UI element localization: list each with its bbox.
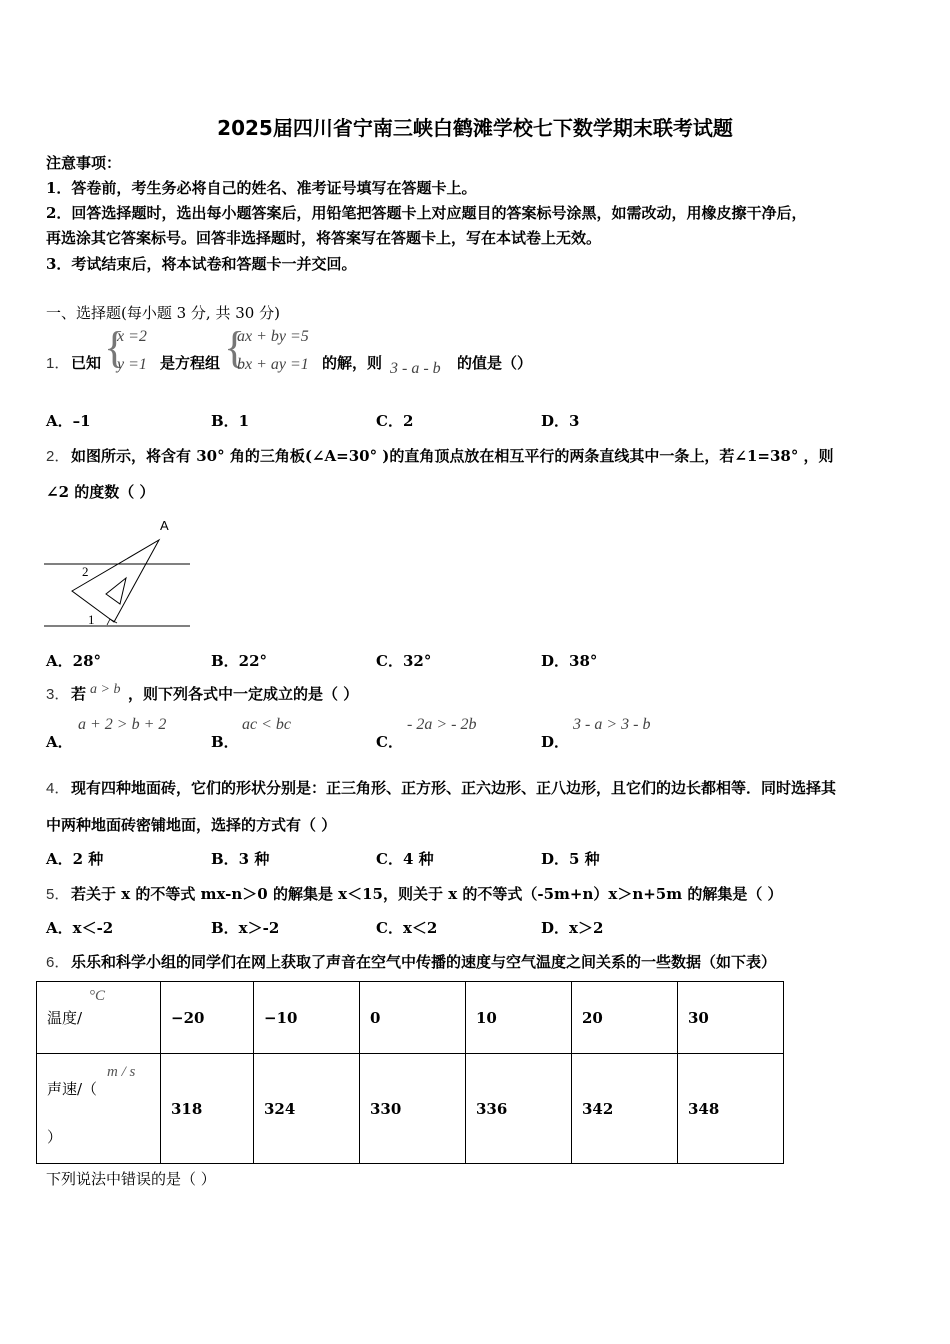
figure-label-1: 1 xyxy=(88,612,95,627)
section-heading: 一、选择题(每小题 3 分, 共 30 分) xyxy=(46,304,280,322)
q1-pre: 已知 xyxy=(71,354,102,372)
q1-mid: 是方程组 xyxy=(160,354,221,372)
q6-after: 下列说法中错误的是（ ） xyxy=(46,1170,216,1188)
table-header-sound-speed xyxy=(37,1054,161,1164)
q2-figure xyxy=(44,515,194,630)
q1-option-c: C．2 xyxy=(376,412,414,430)
q2-option-b: B．22° xyxy=(211,652,268,670)
q2-option-c: C．32° xyxy=(376,652,432,670)
q4-option-c: C．4 种 xyxy=(376,850,434,868)
figure-label-a: A xyxy=(160,518,169,533)
notice-item-3: 3．考试结束后，将本试卷和答题卡一并交回。 xyxy=(46,255,357,273)
q4-number: 4． xyxy=(46,780,70,797)
q5-option-a: A．x＜-2 xyxy=(46,919,114,937)
page-title: 2025届四川省宁南三峡白鹤滩学校七下数学期末联考试题 xyxy=(217,116,733,140)
q3-post: ，则下列各式中一定成立的是（ ） xyxy=(128,685,359,703)
q3-option-b-letter: B． xyxy=(211,733,239,751)
table-cell: 0 xyxy=(360,982,466,1054)
q1-sys1-eq2: y =1 xyxy=(117,356,147,373)
q3-condition: a > b xyxy=(90,682,121,697)
temperature-unit: °C xyxy=(89,988,106,1004)
table-cell: 10 xyxy=(466,982,572,1054)
triangle-outer xyxy=(72,540,159,622)
q4-option-d: D．5 种 xyxy=(541,850,600,868)
q1-sys1-eq1: x =2 xyxy=(117,328,147,345)
table-cell: 30 xyxy=(678,982,784,1054)
table-cell: 330 xyxy=(360,1054,466,1164)
q2-line-2: ∠2 的度数（ ） xyxy=(46,483,155,501)
notice-item-2-cont: 再选涂其它答案标号。回答非选择题时，将答案写在答题卡上，写在本试卷上无效。 xyxy=(46,229,602,247)
q1-brace-1: { xyxy=(104,323,126,372)
sound-speed-unit: m / s xyxy=(107,1064,136,1080)
q3-option-d-letter: D． xyxy=(541,733,570,751)
q3-number: 3． xyxy=(46,686,70,703)
table-cell: 20 xyxy=(572,982,678,1054)
q5-option-c: C．x＜2 xyxy=(376,919,438,937)
q1-end: 的值是（） xyxy=(457,354,533,372)
q3-option-c-expr: - 2a > - 2b xyxy=(407,716,477,733)
q5-text: 若关于 x 的不等式 mx-n＞0 的解集是 x＜15，则关于 x 的不等式（-5m+n）x＞n+5m 的解集是（ ） xyxy=(71,885,783,903)
q3-option-a-letter: A． xyxy=(46,733,73,751)
q5-number: 5． xyxy=(46,886,70,903)
table-cell: 324 xyxy=(254,1054,360,1164)
q2-number: 2． xyxy=(46,448,70,465)
table-cell: −20 xyxy=(161,982,254,1054)
q1-sys2-eq2: bx + ay =1 xyxy=(237,356,309,373)
q4-option-a: A．2 种 xyxy=(46,850,104,868)
sound-speed-label: 声速/（ xyxy=(47,1080,98,1098)
q1-option-a: A．–1 xyxy=(46,412,91,430)
table-cell: 318 xyxy=(161,1054,254,1164)
q1-brace-2: { xyxy=(224,323,246,372)
q6-number: 6． xyxy=(46,954,70,971)
table-header-temperature xyxy=(37,982,161,1054)
q2-option-d: D．38° xyxy=(541,652,598,670)
q2-option-a: A．28° xyxy=(46,652,102,670)
data-table xyxy=(36,981,784,1164)
temperature-label: 温度/ xyxy=(47,1009,83,1027)
q3-option-c-letter: C． xyxy=(376,733,403,751)
q1-expr: 3 - a - b xyxy=(390,360,441,377)
q2-line-1: 如图所示，将含有 30° 角的三角板(∠A=30° )的直角顶点放在相互平行的两条直线其中一条上，若∠1=38° ，则 xyxy=(71,447,834,465)
q4-line-2: 中两种地面砖密铺地面，选择的方式有（ ） xyxy=(46,816,337,834)
q3-option-d-expr: 3 - a > 3 - b xyxy=(573,716,651,733)
notice-item-2: 2．回答选择题时，选出每小题答案后，用铅笔把答题卡上对应题目的答案标号涂黑，如需改动，用橡皮擦干净后， xyxy=(46,204,807,222)
notice-heading: 注意事项： xyxy=(46,154,122,172)
table-cell: −10 xyxy=(254,982,360,1054)
q1-option-b: B．1 xyxy=(211,412,250,430)
q1-option-d: D．3 xyxy=(541,412,580,430)
q5-option-d: D．x＞2 xyxy=(541,919,604,937)
q5-option-b: B．x＞-2 xyxy=(211,919,280,937)
table-row xyxy=(37,982,784,1054)
q4-line-1: 现有四种地面砖，它们的形状分别是：正三角形、正方形、正六边形、正八边形，且它们的边长都相等．同时选择其 xyxy=(71,779,837,797)
q1-number: 1． xyxy=(46,355,70,372)
triangle-inner xyxy=(106,578,126,604)
figure-label-2: 2 xyxy=(82,564,89,579)
sound-speed-close: ） xyxy=(47,1128,63,1146)
table-cell: 348 xyxy=(678,1054,784,1164)
q3-option-a-expr: a + 2 > b + 2 xyxy=(78,716,167,733)
q1-post: 的解，则 xyxy=(322,354,383,372)
table-cell: 336 xyxy=(466,1054,572,1164)
q3-pre: 若 xyxy=(71,685,87,703)
table-row xyxy=(37,1054,784,1164)
q3-option-b-expr: ac < bc xyxy=(242,716,291,733)
q1-sys2-eq1: ax + by =5 xyxy=(237,328,309,345)
q4-option-b: B．3 种 xyxy=(211,850,270,868)
q6-text: 乐乐和科学小组的同学们在网上获取了声音在空气中传播的速度与空气温度之间关系的一些数据（如下表） xyxy=(71,953,777,971)
table-cell: 342 xyxy=(572,1054,678,1164)
notice-item-1: 1．答卷前，考生务必将自己的姓名、准考证号填写在答题卡上。 xyxy=(46,179,477,197)
